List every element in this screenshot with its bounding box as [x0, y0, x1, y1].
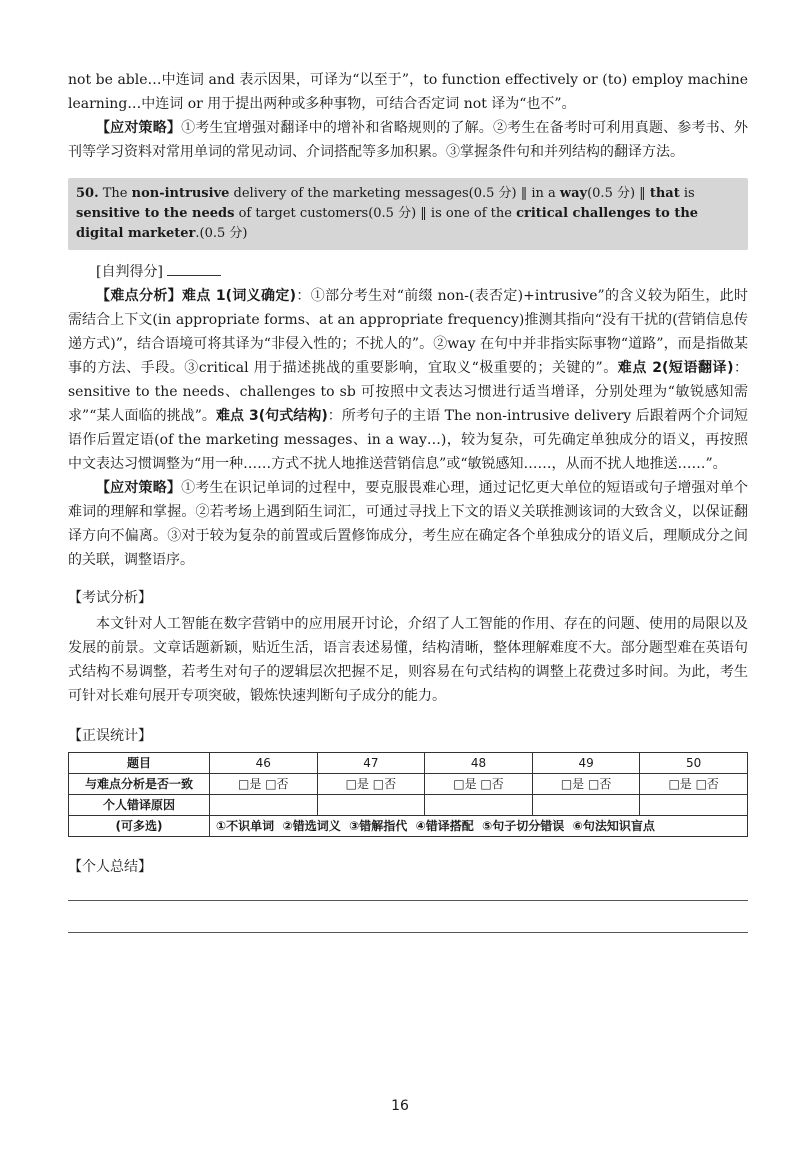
- reason-option[interactable]: ⑥句法知识盲点: [572, 819, 655, 833]
- page-content: [68, 68, 748, 933]
- question-cell: 48: [425, 753, 533, 774]
- paragraph-continuation: not be able…中连词 and 表示因果，可译为“以至于”，to function effectively or (to) employ machine learning…中连词 or 用于提出两种或多种事物，可结合否定词 not 译为“也不”。: [68, 72, 748, 112]
- exam-analysis-title: 【考试分析】: [68, 590, 152, 606]
- q50-text: (0.5 分) ‖: [587, 186, 650, 201]
- q50-keyword: critical challenges to the digital marketer: [76, 206, 699, 241]
- difficulty-analysis: [68, 284, 748, 476]
- row-label: 题目: [69, 753, 210, 774]
- reason-option[interactable]: ①不识单词: [216, 819, 275, 833]
- summary-title: 【个人总结】: [68, 859, 152, 875]
- checkbox-cell[interactable]: □是 □否: [532, 774, 640, 795]
- difficulty-2-label: 难点 2(短语翻译): [617, 360, 734, 376]
- empty-cell[interactable]: [317, 795, 425, 816]
- empty-cell[interactable]: [532, 795, 640, 816]
- row-label: 与难点分析是否一致: [69, 774, 210, 795]
- table-row: [69, 753, 748, 774]
- stats-table: [68, 752, 748, 837]
- q50-text: .(0.5 分): [195, 226, 248, 241]
- strategy-paragraph-2: [68, 476, 748, 572]
- strategy-text: ①考生宜增强对翻译中的增补和省略规则的了解。②考生在备考时可利用真题、参考书、外刊等学习资料对常用单词的常见动词、介词搭配等多加积累。③掌握条件句和并列结构的翻译方法。: [68, 120, 749, 160]
- self-score-line: [68, 260, 748, 284]
- reasons-cell: [210, 816, 748, 837]
- question-cell: 50: [640, 753, 748, 774]
- difficulty-3-label: 难点 3(句式结构): [215, 408, 328, 424]
- difficulty-2-text: ：sensitive to the needs、challenges to sb 可按照中文表达习惯进行适当增译，分别处理为“敏锐感知需求”“某人面临的挑战”。: [68, 360, 749, 424]
- row-label: 个人错译原因: [69, 795, 210, 816]
- difficulty-1-text: ：①部分考生对“前缀 non-(表否定)+intrusive”的含义较为陌生，此时需结合上下文(in appropriate forms、at an appropriate frequency)推测其指向“没有干扰的(营销信息传递方式)”，结合语境可将其译为“非侵入性的；不扰人的”。②way 在句中并非指实际事物“道路”，而是指做某事的方法、手段。③critical 用于描述挑战的重要影响，宜取义“极重要的；关键的”。: [68, 288, 749, 376]
- q50-keyword: that: [649, 186, 680, 201]
- question-50-box: [68, 178, 748, 250]
- strategy-label: 【应对策略】: [96, 480, 182, 496]
- self-score-blank[interactable]: [167, 261, 221, 276]
- strategy-text: ①考生在识记单词的过程中，要克服畏难心理，通过记忆更大单位的短语或句子增强对单个难词的理解和掌握。②若考场上遇到陌生词汇，可通过寻找上下文的语义关联推测该词的大致含义，以保证翻译方向不偏离。③对于较为复杂的前置或后置修饰成分，考生应在确定各个单独成分的语义后，理顺成分之间的关联，调整语序。: [68, 480, 749, 568]
- q50-text: is: [679, 186, 695, 201]
- q50-text: delivery of the marketing messages(0.5 分) ‖ in a: [229, 186, 560, 201]
- self-score-label: [自判得分]: [96, 264, 163, 280]
- summary-line-1[interactable]: [68, 899, 748, 901]
- stats-title: 【正误统计】: [68, 728, 152, 744]
- strategy-label: 【应对策略】: [96, 120, 182, 136]
- q50-keyword: non-intrusive: [131, 186, 230, 201]
- reason-option[interactable]: ②错选词义: [282, 819, 341, 833]
- difficulty-3-text: ：所考句子的主语 The non-intrusive delivery 后跟着两个介词短语作后置定语(of the marketing messages、in a way…)，较为复杂，可先确定单独成分的语义，再按照中文表达习惯调整为“用一种……方式不扰人地推送营销信息”或“敏锐感知……，从而不扰人地推送……”。: [68, 408, 748, 472]
- checkbox-cell[interactable]: □是 □否: [425, 774, 533, 795]
- empty-cell[interactable]: [210, 795, 318, 816]
- table-row: [69, 795, 748, 816]
- page-number: 16: [391, 1098, 409, 1114]
- checkbox-cell[interactable]: □是 □否: [640, 774, 748, 795]
- question-cell: 47: [317, 753, 425, 774]
- checkbox-cell[interactable]: □是 □否: [210, 774, 318, 795]
- row-label: (可多选): [69, 816, 210, 837]
- q50-text: The: [102, 186, 132, 201]
- table-row: [69, 816, 748, 837]
- analysis-label: 【难点分析】: [96, 288, 182, 304]
- empty-cell[interactable]: [640, 795, 748, 816]
- strategy-paragraph-1: [68, 116, 748, 164]
- exam-analysis-text: 本文针对人工智能在数字营销中的应用展开讨论，介绍了人工智能的作用、存在的问题、使用的局限以及发展的前景。文章话题新颖，贴近生活，语言表述易懂，结构清晰，整体理解难度不大。部分题型难在英语句式结构不易调整，若考生对句子的逻辑层次把握不足，则容易在句式结构的调整上花费过多时间。为此，考生可针对长难句展开专项突破，锻炼快速判断句子成分的能力。: [68, 616, 748, 704]
- question-cell: 46: [210, 753, 318, 774]
- empty-cell[interactable]: [425, 795, 533, 816]
- question-cell: 49: [532, 753, 640, 774]
- summary-line-2[interactable]: [68, 931, 748, 933]
- reason-option[interactable]: ⑤句子切分错误: [482, 819, 565, 833]
- table-row: [69, 774, 748, 795]
- question-number: 50.: [76, 186, 99, 201]
- difficulty-1-label: 难点 1(词义确定): [182, 288, 297, 304]
- checkbox-cell[interactable]: □是 □否: [317, 774, 425, 795]
- q50-keyword: sensitive to the needs: [76, 206, 235, 221]
- reason-option[interactable]: ④错译搭配: [415, 819, 474, 833]
- q50-keyword: way: [559, 186, 588, 201]
- q50-text: of target customers(0.5 分) ‖ is one of the: [234, 206, 517, 221]
- reason-option[interactable]: ③错解指代: [349, 819, 408, 833]
